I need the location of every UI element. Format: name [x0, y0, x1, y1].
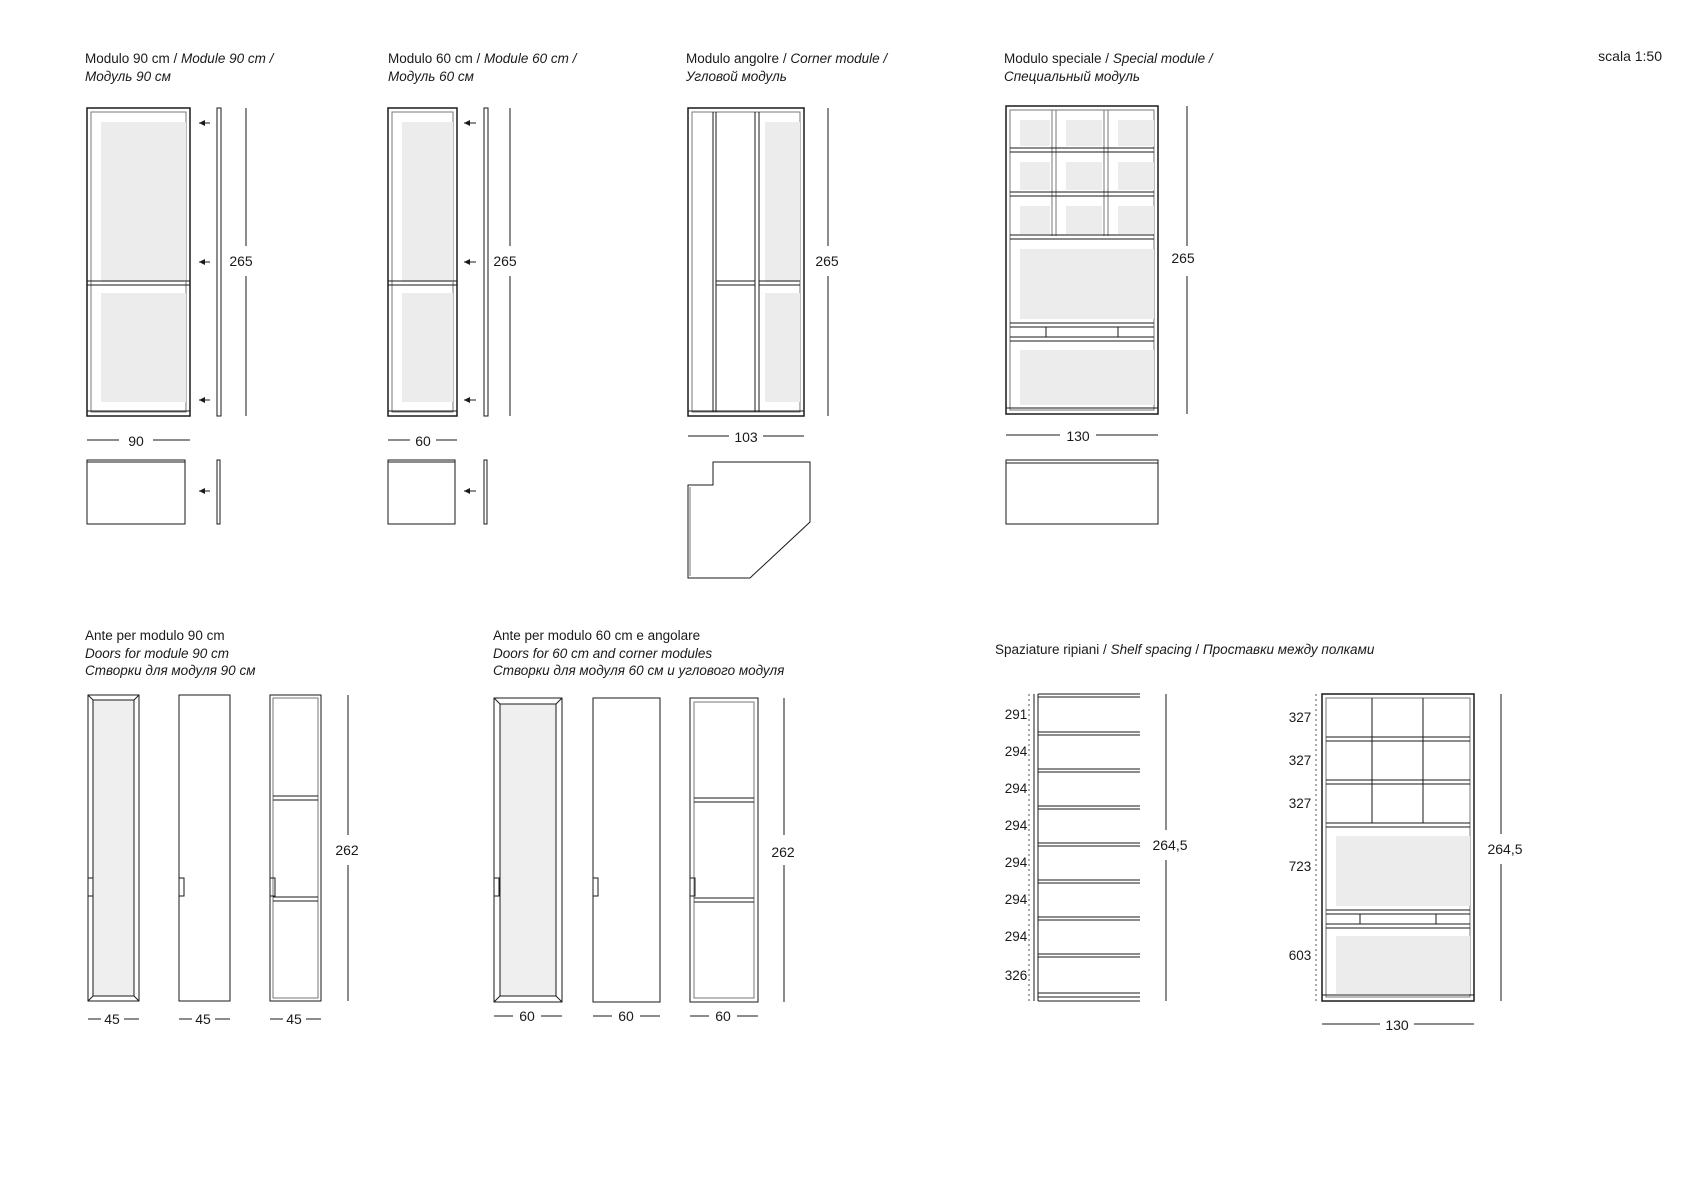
shelf-b-spacing-1: 327: [1288, 710, 1312, 725]
shelf-spacing-side-view: [1029, 694, 1140, 1001]
shelf-a-spacing-7: 294: [1004, 929, 1028, 944]
module-60-side: [464, 108, 488, 416]
corner-height: 265: [815, 253, 839, 269]
module-60-height: 265: [493, 253, 517, 269]
module-90-side: [199, 108, 221, 416]
door-60-glass: [494, 698, 562, 1002]
special-module-title-en: Special module /: [1112, 51, 1213, 66]
module-90-title-it: Modulo 90 cm /: [85, 51, 182, 66]
door-90-width-2: 45: [195, 1011, 211, 1027]
door-90-solid: [179, 695, 230, 1001]
shelf-b-spacing-4: 723: [1288, 859, 1312, 874]
shelf-b-spacing-3: 327: [1288, 796, 1312, 811]
shelf-a-total: 264,5: [1152, 837, 1188, 853]
doors-90-title-it: Ante per modulo 90 cm: [85, 628, 225, 643]
shelf-spacing-title-sep: /: [1191, 642, 1203, 657]
corner-module-front: [688, 108, 804, 416]
door-90-glass: [88, 695, 139, 1001]
doors-90-title-en: Doors for module 90 cm: [85, 645, 230, 661]
module-60-plan: [388, 460, 487, 524]
door-90-width-3: 45: [286, 1011, 302, 1027]
door-90-frame: [270, 695, 321, 1001]
corner-module-title-it: Modulo angolre /: [686, 51, 791, 66]
shelf-spacing-special-view: [1316, 694, 1474, 1001]
door-60-height: 262: [771, 844, 795, 860]
door-60-width-2: 60: [618, 1008, 634, 1024]
shelf-b-width: 130: [1385, 1017, 1409, 1033]
shelf-a-spacing-8: 326: [1004, 968, 1028, 983]
special-width: 130: [1066, 428, 1090, 444]
door-60-width-3: 60: [715, 1008, 731, 1024]
doors-60-title-it: Ante per modulo 60 cm e angolare: [493, 628, 701, 643]
door-90-height: 262: [335, 842, 359, 858]
door-60-width-1: 60: [519, 1008, 535, 1024]
doors-60-title-en: Doors for 60 cm and corner modules: [493, 645, 713, 661]
special-module-front: [1006, 106, 1158, 414]
module-60-front: [388, 108, 457, 416]
shelf-a-spacing-2: 294: [1004, 744, 1028, 759]
module-60-title-ru: Модуль 60 см: [388, 68, 474, 84]
special-module-plan: [1006, 460, 1158, 524]
corner-width: 103: [734, 429, 758, 445]
special-module-title-it: Modulo speciale /: [1004, 51, 1113, 66]
shelf-b-spacing-5: 603: [1288, 948, 1312, 963]
special-height: 265: [1171, 250, 1195, 266]
corner-module-title-ru: Угловой модуль: [686, 68, 787, 84]
shelf-spacing-title-en: Shelf spacing: [1110, 642, 1192, 657]
scale-label: scala 1:50: [1598, 48, 1662, 64]
door-90-width-1: 45: [104, 1011, 120, 1027]
shelf-a-spacing-4: 294: [1004, 818, 1028, 833]
door-60-frame: [690, 698, 758, 1002]
module-90-plan: [87, 460, 220, 524]
corner-module-plan: [688, 462, 810, 578]
shelf-b-spacing-2: 327: [1288, 753, 1312, 768]
special-module-title-ru: Специальный модуль: [1004, 68, 1140, 84]
module-90-front: [87, 108, 190, 416]
module-90-height: 265: [229, 253, 253, 269]
shelf-spacing-title-ru: Проставки между полками: [1202, 642, 1375, 657]
shelf-b-total: 264,5: [1487, 841, 1523, 857]
module-90-title-ru: Модуль 90 см: [85, 68, 171, 84]
doors-60-title-ru: Створки для модуля 60 см и углового модуля: [493, 663, 785, 678]
shelf-a-spacing-1: 291: [1004, 707, 1028, 722]
module-60-title-it: Modulo 60 cm /: [388, 51, 485, 66]
shelf-a-spacing-3: 294: [1004, 781, 1028, 796]
module-60-title-en: Module 60 cm /: [484, 51, 577, 66]
module-90-width: 90: [128, 433, 144, 449]
door-60-solid: [593, 698, 660, 1002]
shelf-a-spacing-5: 294: [1004, 855, 1028, 870]
doors-90-title-ru: Створки для модуля 90 см: [85, 663, 256, 678]
shelf-a-spacing-6: 294: [1004, 892, 1028, 907]
shelf-spacing-title-it: Spaziature ripiani /: [995, 642, 1111, 657]
corner-module-title-en: Corner module /: [790, 51, 888, 66]
module-60-width: 60: [415, 433, 431, 449]
module-90-title-en: Module 90 cm /: [181, 51, 274, 66]
